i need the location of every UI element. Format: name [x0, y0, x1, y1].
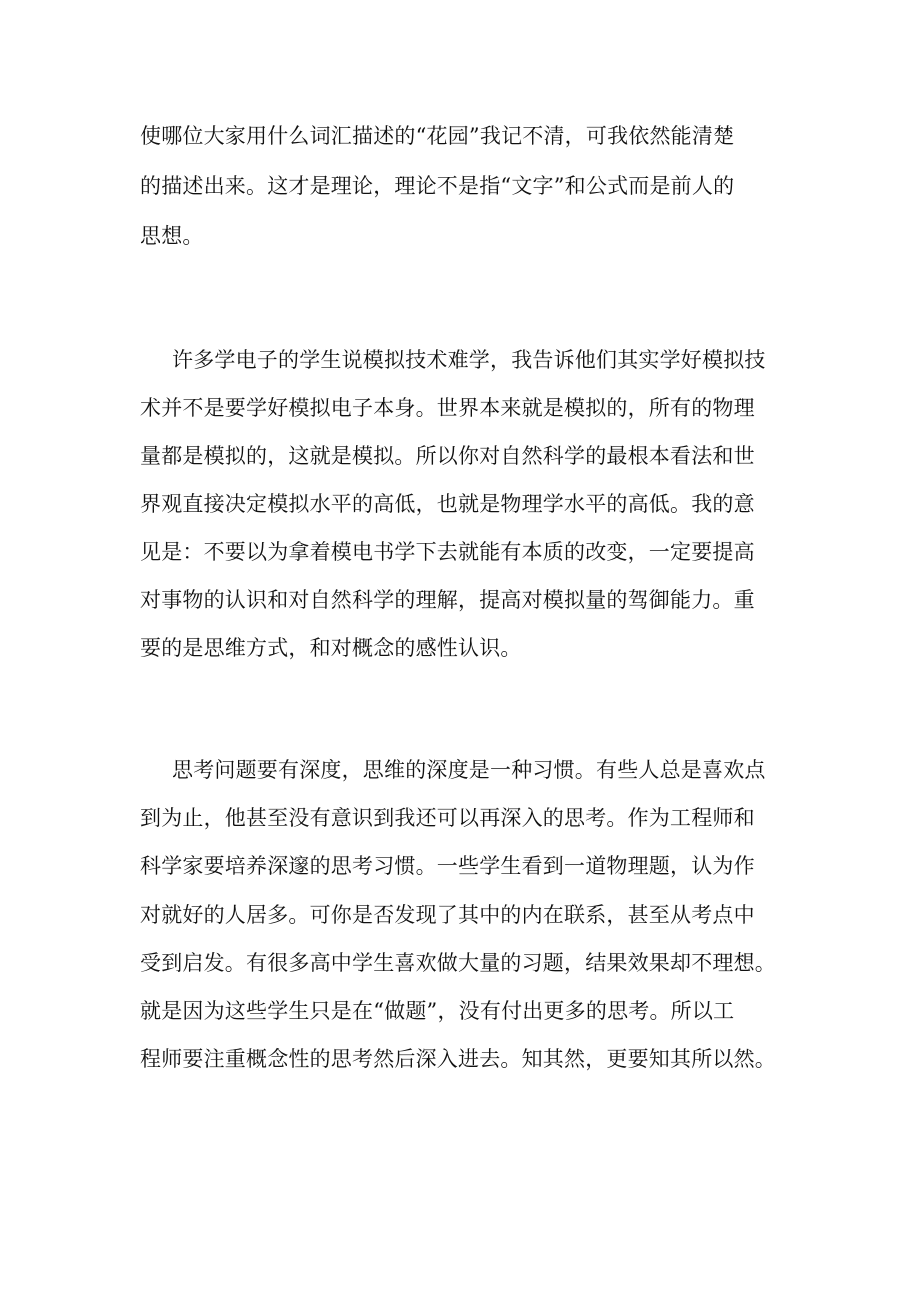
paragraph-line: 就是因为这些学生只是在“做题”，没有付出更多的思考。所以工: [140, 999, 735, 1023]
paragraph-line: 许多学电子的学生说模拟技术难学，我告诉他们其实学好模拟技: [172, 348, 766, 372]
paragraph-line: 受到启发。有很多高中学生喜欢做大量的习题，结果效果却不理想。: [140, 951, 776, 975]
paragraph-line: 界观直接决定模拟水平的高低，也就是物理学水平的高低。我的意: [140, 492, 755, 516]
paragraph-line: 要的是思维方式，和对概念的感性认识。: [140, 636, 522, 660]
paragraph-line: 对事物的认识和对自然科学的理解，提高对模拟量的驾御能力。重: [140, 588, 755, 612]
paragraph-line: 见是：不要以为拿着模电书学下去就能有本质的改变，一定要提高: [140, 540, 755, 564]
paragraph-line: 量都是模拟的，这就是模拟。所以你对自然科学的最根本看法和世: [140, 444, 755, 468]
paragraph-line: 的描述出来。这才是理论，理论不是指“文字”和公式而是前人的: [140, 174, 735, 198]
paragraph-line: 思想。: [140, 224, 204, 248]
paragraph-line: 科学家要培养深邃的思考习惯。一些学生看到一道物理题，认为作: [140, 854, 755, 878]
paragraph-line: 到为止，他甚至没有意识到我还可以再深入的思考。作为工程师和: [140, 806, 755, 830]
paragraph-line: 对就好的人居多。可你是否发现了其中的内在联系，甚至从考点中: [140, 903, 755, 927]
paragraph-line: 思考问题要有深度，思维的深度是一种习惯。有些人总是喜欢点: [172, 758, 766, 782]
paragraph-line: 使哪位大家用什么词汇描述的“花园”我记不清，可我依然能清楚: [140, 124, 735, 148]
paragraph-line: 程师要注重概念性的思考然后深入进去。知其然，更要知其所以然。: [140, 1047, 776, 1071]
paragraph-line: 术并不是要学好模拟电子本身。世界本来就是模拟的，所有的物理: [140, 396, 755, 420]
